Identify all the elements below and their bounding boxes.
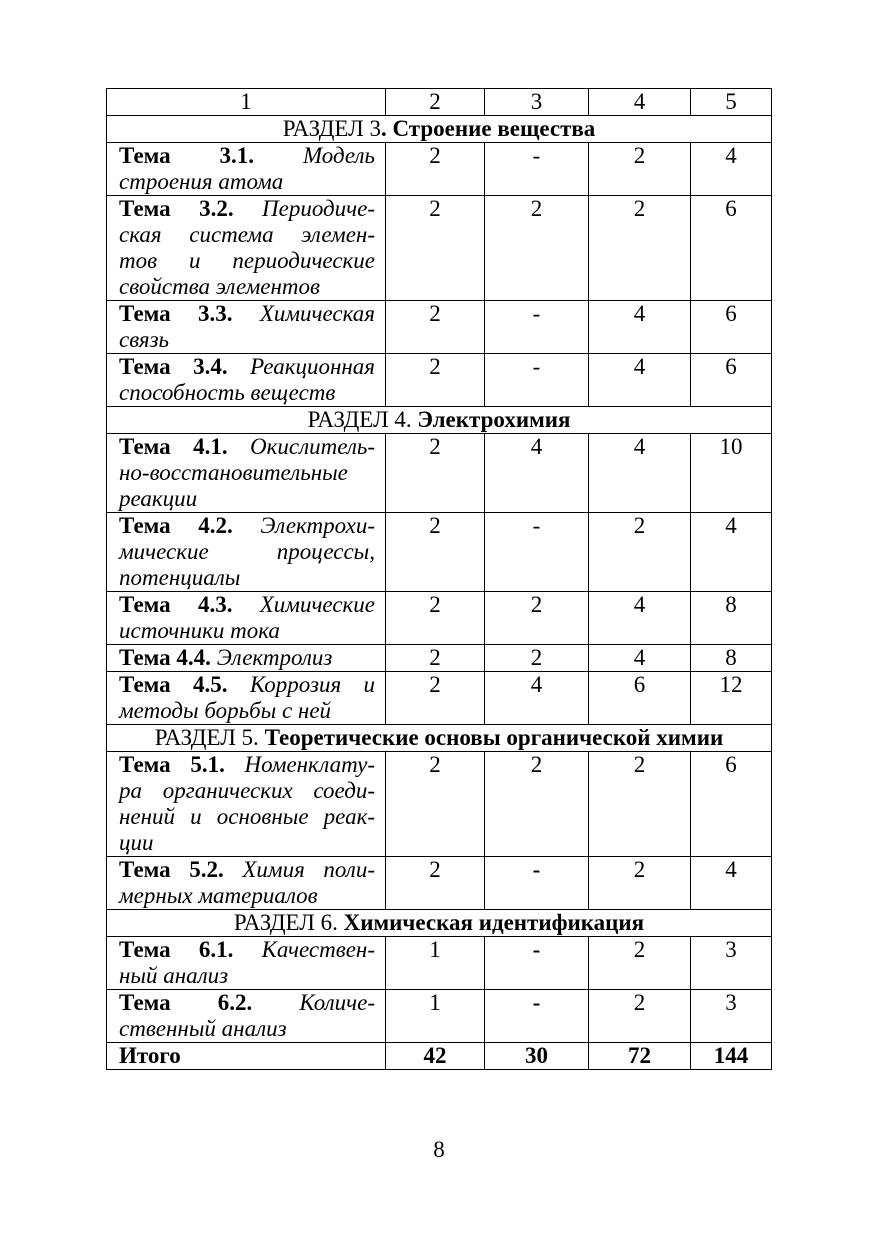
total-c2: 42 (386, 1043, 485, 1070)
topic-label: Тема 6.1. (119, 937, 234, 962)
hours-c4: 6 (589, 672, 691, 725)
topic-row (107, 196, 772, 301)
topic-line (119, 752, 375, 778)
hours-c2: 2 (386, 301, 485, 354)
topic-row (107, 434, 772, 513)
hours-c4: 4 (589, 592, 691, 645)
column-number-4: 4 (589, 89, 691, 116)
topic-row (107, 752, 772, 857)
section-name: . Строение вещества (380, 116, 596, 141)
topic-title-part: Модель (302, 143, 376, 168)
hours-c2: 1 (386, 990, 485, 1043)
topic-label: Тема 5.1. (119, 752, 225, 777)
hours-c3: 2 (485, 645, 589, 672)
hours-c3: 2 (485, 196, 589, 301)
hours-c5: 12 (691, 672, 772, 725)
hours-c4: 2 (589, 143, 691, 196)
section-row (107, 725, 772, 752)
topic-line (119, 1016, 375, 1042)
topic-title-part: ская система элемен- (119, 222, 375, 247)
topic-row (107, 592, 772, 645)
topic-cell (107, 937, 386, 990)
topic-label: Тема 3.2. (119, 196, 234, 221)
section-prefix: РАЗДЕЛ 3 (282, 116, 381, 141)
hours-c4: 4 (589, 354, 691, 407)
topic-cell (107, 513, 386, 592)
topic-line (119, 143, 375, 169)
topic-line (119, 618, 375, 644)
hours-c4: 4 (589, 645, 691, 672)
topic-line (119, 274, 375, 300)
topic-cell (107, 672, 386, 725)
topic-line (119, 883, 375, 909)
hours-c5: 6 (691, 196, 772, 301)
topic-cell (107, 434, 386, 513)
topic-title-part: Номенклату- (244, 752, 375, 777)
topic-line (119, 804, 375, 830)
hours-c4: 2 (589, 990, 691, 1043)
topic-cell (107, 990, 386, 1043)
hours-c3: - (485, 354, 589, 407)
topic-label: Тема 4.4. (119, 645, 211, 670)
hours-c2: 2 (386, 143, 485, 196)
topic-cell (107, 645, 386, 672)
topic-line (119, 565, 375, 591)
hours-c5: 8 (691, 645, 772, 672)
topic-title-part: Коррозия и (249, 672, 376, 697)
topic-row (107, 937, 772, 990)
topic-row (107, 857, 772, 910)
total-c4: 72 (589, 1043, 691, 1070)
section-row (107, 910, 772, 937)
topic-label: Тема 3.3. (119, 301, 233, 326)
column-number-2: 2 (386, 89, 485, 116)
topic-cell (107, 196, 386, 301)
hours-c2: 2 (386, 513, 485, 592)
topic-cell (107, 857, 386, 910)
topic-title-part: ра органических соеди- (119, 778, 375, 803)
topic-line (119, 301, 375, 327)
topic-label: Тема 4.2. (119, 513, 233, 538)
topic-title-part: ственный анализ (119, 1016, 287, 1041)
topic-line (119, 672, 375, 698)
hours-c2: 2 (386, 672, 485, 725)
section-name: Теоретические основы органической химии (264, 725, 724, 750)
topic-label: Тема 6.2. (119, 990, 253, 1015)
section-title (107, 407, 772, 434)
hours-c5: 3 (691, 990, 772, 1043)
section-row (107, 407, 772, 434)
topic-row (107, 301, 772, 354)
topic-title-part: Химия поли- (242, 857, 375, 882)
topic-line (119, 698, 375, 724)
section-prefix: РАЗДЕЛ 5. (154, 725, 265, 750)
topic-cell (107, 354, 386, 407)
topic-title-part: ции (119, 830, 154, 855)
hours-c3: 2 (485, 592, 589, 645)
total-row (107, 1043, 772, 1070)
topic-title-part: Электрохи- (260, 513, 375, 538)
hours-c3: - (485, 143, 589, 196)
topic-title-part: связь (119, 327, 170, 352)
column-number-1: 1 (107, 89, 386, 116)
topic-line (119, 778, 375, 804)
hours-c5: 10 (691, 434, 772, 513)
hours-c4: 2 (589, 937, 691, 990)
section-prefix: РАЗДЕЛ 6. (233, 910, 344, 935)
topic-line (119, 963, 375, 989)
topic-cell (107, 752, 386, 857)
topic-title-part: Окислитель- (250, 434, 376, 459)
topic-title-part: реакции (119, 486, 198, 511)
hours-c4: 4 (589, 434, 691, 513)
hours-c4: 2 (589, 752, 691, 857)
topic-title-part: мические процессы, (119, 539, 375, 564)
topic-line (119, 592, 375, 618)
hours-c5: 8 (691, 592, 772, 645)
hours-c3: - (485, 513, 589, 592)
hours-c3: 4 (485, 672, 589, 725)
topic-title-part: тов и периодические (119, 248, 375, 273)
total-c5: 144 (691, 1043, 772, 1070)
topic-line (119, 196, 375, 222)
hours-c2: 2 (386, 645, 485, 672)
section-prefix: РАЗДЕЛ 4. (307, 407, 418, 432)
topic-title-part: источники тока (119, 618, 280, 643)
topic-label: Тема 4.5. (119, 672, 228, 697)
topic-row (107, 645, 772, 672)
hours-c2: 2 (386, 592, 485, 645)
topic-line (119, 830, 375, 856)
hours-c3: - (485, 937, 589, 990)
hours-c5: 4 (691, 143, 772, 196)
topic-line (119, 990, 375, 1016)
section-name: Электрохимия (417, 407, 571, 432)
topic-line (119, 513, 375, 539)
topic-title-part: Количе- (299, 990, 376, 1015)
total-c3: 30 (485, 1043, 589, 1070)
topic-title-part: нений и основные реак- (119, 804, 375, 829)
hours-c5: 6 (691, 752, 772, 857)
topic-line (119, 327, 375, 353)
hours-c4: 2 (589, 196, 691, 301)
column-number-row (107, 89, 772, 116)
topic-row (107, 672, 772, 725)
topic-line (119, 486, 375, 512)
topic-title-part: способность веществ (119, 380, 336, 405)
topic-title-part: Химическая (259, 301, 376, 326)
topic-title-part: Периодиче- (262, 196, 375, 221)
topic-row (107, 143, 772, 196)
study-plan-body (107, 89, 772, 1070)
hours-c5: 4 (691, 857, 772, 910)
hours-c2: 2 (386, 196, 485, 301)
section-row (107, 116, 772, 143)
topic-label: Тема 3.4. (119, 354, 228, 379)
topic-cell (107, 301, 386, 354)
section-title (107, 910, 772, 937)
topic-line (119, 857, 375, 883)
topic-line (119, 434, 375, 460)
topic-title-part: Реакционная (250, 354, 375, 379)
hours-c3: - (485, 301, 589, 354)
topic-line (119, 354, 375, 380)
topic-line (119, 460, 375, 486)
hours-c2: 2 (386, 354, 485, 407)
hours-c3: 2 (485, 752, 589, 857)
topic-label: Тема 3.1. (119, 143, 255, 168)
topic-line (119, 539, 375, 565)
page-number: 8 (433, 1137, 445, 1162)
section-name: Химическая идентификация (343, 910, 645, 935)
hours-c2: 2 (386, 434, 485, 513)
topic-title-part: строения атома (119, 169, 284, 194)
topic-line (119, 645, 375, 671)
hours-c2: 2 (386, 752, 485, 857)
hours-c2: 1 (386, 937, 485, 990)
topic-label: Тема 5.2. (119, 857, 224, 882)
hours-c4: 2 (589, 513, 691, 592)
section-title (107, 725, 772, 752)
column-number-5: 5 (691, 89, 772, 116)
topic-title-part: Электролиз (216, 645, 333, 670)
topic-row (107, 990, 772, 1043)
topic-title-part: Качествен- (261, 937, 375, 962)
topic-line (119, 937, 375, 963)
topic-row (107, 354, 772, 407)
hours-c4: 4 (589, 301, 691, 354)
topic-title-part: потенциалы (119, 565, 241, 590)
hours-c3: - (485, 857, 589, 910)
topic-line (119, 380, 375, 406)
total-label: Итого (107, 1043, 386, 1070)
topic-label: Тема 4.3. (119, 592, 233, 617)
topic-line (119, 248, 375, 274)
topic-line (119, 222, 375, 248)
study-plan-table (106, 88, 772, 1070)
hours-c3: - (485, 990, 589, 1043)
hours-c5: 4 (691, 513, 772, 592)
hours-c2: 2 (386, 857, 485, 910)
topic-title-part: ный анализ (119, 963, 229, 988)
section-title (107, 116, 772, 143)
topic-line (119, 169, 375, 195)
topic-title-part: методы борьбы с ней (119, 698, 332, 723)
hours-c3: 4 (485, 434, 589, 513)
topic-cell (107, 592, 386, 645)
topic-cell (107, 143, 386, 196)
topic-row (107, 513, 772, 592)
topic-label: Тема 4.1. (119, 434, 228, 459)
topic-title-part: но-восстановительные (119, 460, 348, 485)
hours-c5: 6 (691, 301, 772, 354)
hours-c5: 3 (691, 937, 772, 990)
topic-title-part: свойства элементов (119, 274, 320, 299)
topic-title-part: мерных материалов (119, 883, 318, 908)
hours-c5: 6 (691, 354, 772, 407)
hours-c4: 2 (589, 857, 691, 910)
column-number-3: 3 (485, 89, 589, 116)
topic-title-part: Химические (259, 592, 375, 617)
